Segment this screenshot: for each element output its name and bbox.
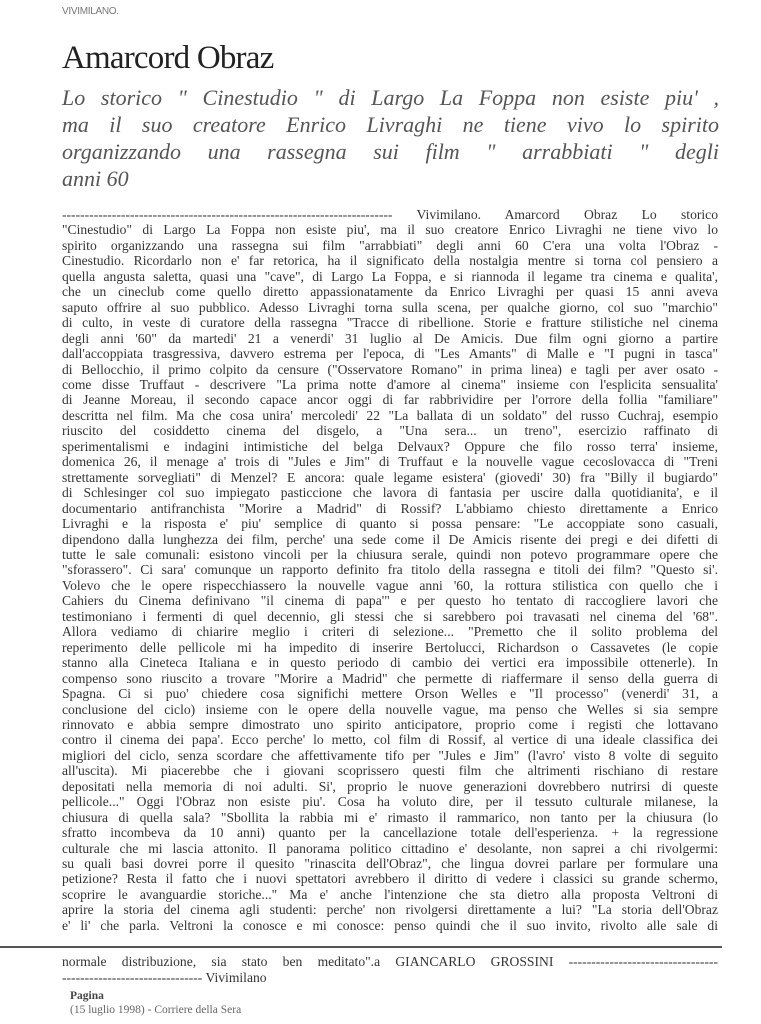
body-line: conclusione del ciclo) insieme con le opere della nouvelle vague, ma penso che Welles si sia sempre [62,701,718,717]
body-line: compenso sono riuscito a trovare "Morire a Madrid" che permette di riaffermare il senso della guerra di [62,670,718,686]
body-line: come disse Truffaut - descrivere "La prima notte d'amore al cinema" insieme con l'esplicita sensualita' [62,376,718,392]
article-subtitle [62,84,719,192]
body-line: Cinestudio. Ricordarlo non e' far retorica, ha il significato della nostalgia mentre si torna col pensiero a [62,253,718,269]
body-line: rinnovato e abbia sempre dimostrato uno spirito anticipatore, proprio come i registi che lottavano [62,716,718,732]
body-line: che un cineclub come quello diretto appassionatamente da Enrico Livraghi per quasi 15 anni aveva [62,284,718,300]
subtitle-line: anni 60 [62,166,129,191]
body-line: strettamente sorvegliati" di Menzel? E ancora: quale legame esistera' (giovedi' 30) fra "Billy il bugiardo" [62,469,718,485]
section-label: VIVIMILANO. [62,6,119,17]
source-date: (15 luglio 1998) - Corriere della Sera [70,1004,242,1016]
body-line: pellicole..." Oggi l'Obraz non esiste piu'. Cosa ha voluto dire, per il tessuto culturale milanese, la [62,794,718,810]
body-line: reperimento delle pellicole mi ha impedito di inserire Bertolucci, Richardson o Cassavetes (le copie [62,639,718,655]
body-line: ------------------------------------------------------------------------- Vivimilano. Amarcord Obraz Lo storico [62,207,718,222]
body-line: all'uscita). Mi piacerebbe che i giovani scoprissero questi film che altrimenti rischiano di restare [62,763,718,779]
body-line: di Jeanne Moreau, il secondo capace ancor oggi di far rabbrividire per l'orrore della follia "familiare" [62,392,718,408]
body-line: stanno alla Cineteca Italiana e in questo periodo di cambio dei vertici era impossibile ottenerle). In [62,655,718,671]
body-line: depositati nella memoria di noi adulti. Si', proprio le nuove generazioni dovrebbero nutrirsi di queste [62,778,718,794]
body-line: riuscito del cosiddetto cinema del disgelo, a "Una sera... un treno", esercizio raffinato di [62,423,718,439]
article-title: Amarcord Obraz [62,40,274,76]
body-line: degli anni '60" da martedi' 21 a venerdi' 31 luglio al De Amicis. Due film ogni giorno a partire [62,330,718,346]
body-line: Volevo che le opere rispecchiassero la nouvelle vague anni '60, la rottura stilistica con quello che i [62,577,718,593]
body-line: chiusura di quella sala? "Sbollita la rabbia mi e' rimasto il rammarico, non tanto per la chiusura (lo [62,809,718,825]
body-line: descritta nel film. Ma che cosa unira' mercoledi' 22 "La ballata di un soldato" del russo Cuchraj, esempio [62,407,718,423]
body-line: Cahiers du Cinema definivano "il cinema di papa'" e per questo ho tentato di raccogliere lavori che [62,593,718,609]
body-line: contro il cinema dei papa'. Ecco perche' lo metto, col film di Rossif, al vertice di una ideale classifica dei [62,732,718,748]
body-line: testimoniano i fermenti di quel decennio, gli stessi che si sarebbero poi travasati nel cinema del '68". [62,608,718,624]
body-line: dall'accoppiata trasgressiva, davvero estrema per l'epoca, di "Les Amants" di Malle e "I pugni in tasca" [62,346,718,362]
body-line: aprire la storia del cinema agli studenti: perche' non rivolgersi direttamente a lui? "La storia dell'Obraz [62,902,718,918]
body-line: Livraghi e la risposta e' piu' semplice di quanto si possa pensare: "Le accoppiate sono casuali, [62,516,718,532]
body-line: "sforassero". Ci sara' comunque un rapporto definito fra titolo della rassegna e titoli dei film? "Questo si'. [62,562,718,578]
body-line: scoprire le avanguardie storiche..." Ma e' anche l'intenzione che sta dietro alla proposta Veltroni di [62,886,718,902]
subtitle-line: organizzando una rassegna sui film " arrabbiati " degli [62,139,719,164]
body-line: sperimentalismi e indagini intimistiche del belga Delvaux? Oppure che filo rosso terra' insieme, [62,438,718,454]
body-line: saputo offrire al suo pubblico. Adesso Livraghi torna sulla scena, per qualche giorno, col suo "marchio" [62,299,718,315]
body-line: "Cinestudio" di Largo La Foppa non esiste piu', ma il suo creatore Enrico Livraghi ne tiene vivo lo [62,222,718,238]
body-line: di Schlesinger col suo impiegato pasticcione che lavora di fantasia per uscire dalla quotidianita', e il [62,485,718,501]
subtitle-line: Lo storico " Cinestudio " di Largo La Foppa non esiste piu' , [62,85,719,110]
tail-line: normale distribuzione, sia stato ben meditato".a GIANCARLO GROSSINI --------------------------------- [62,954,718,969]
body-line: sfratto incombeva da 10 anni) quanto per la cancellazione totale dell'esperienza. + la regressione [62,825,718,841]
body-line: spirito organizzando una rassegna sui film "arrabbiati" degli anni 60 C'era una volta l'Obraz - [62,237,718,253]
body-line: domenica 26, il menage a' trois di "Jules e Jim" di Truffaut e la nouvelle vague cecoslovacca di "Treni [62,454,718,470]
page-label: Pagina [70,990,104,1002]
body-line: petizione? Resta il fatto che i nuovi spettatori avrebbero il diritto di vedere i classici su grande schermo, [62,871,718,887]
subtitle-line: ma il suo creatore Enrico Livraghi ne tiene vivo lo spirito [62,112,719,137]
body-line: Spagna. Ci si puo' chiedere cosa significhi mettere Orson Welles e "Il processo" (venerdi' 31, a [62,686,718,702]
tail-line: ------------------------------- Vivimilano [62,969,267,985]
body-line: di Bellocchio, il primo colpito da censure ("Osservatore Romano" in prima linea) e tagli per aver osato - [62,361,718,377]
body-line: di culto, in veste di curatore della rassegna "Tracce di ribellione. Storie e fratture stilistiche nel cinema [62,315,718,331]
body-line: Allora vediamo di chiarire meglio i criteri di selezione... "Premetto che il solito problema del [62,624,718,640]
body-line: su quali basi dovrei porre il quesito "rinascita dell'Obraz", che lingua dovrei parlare per formulare una [62,856,718,872]
body-line: e' li' che parla. Veltroni la conosce e mi conosce: penso quindi che il suo invito, rivolto alle sale di [62,917,718,933]
body-line: culturale che mi lascia attonito. Il panorama politico cittadino e' desolante, non saprei a chi rivolgermi: [62,840,718,856]
article-tail [62,954,718,985]
body-line: dipendono dalla lunghezza dei film, perche' una sede come il De Amicis risente dei pregi e dei difetti di [62,531,718,547]
article-body [62,207,718,933]
body-line: tutte le sale comunali: esistono vincoli per la chiusura serale, quindi non potevo programmare opere che [62,546,718,562]
body-line: quella angusta saletta, quasi una "cave", di Largo La Foppa, e si riannoda il legame tra cinema e qualita', [62,268,718,284]
divider [0,946,722,948]
body-line: migliori del ciclo, senza scordare che affettivamente tifo per "Jules e Jim" (l'avro' visto 8 volte di seguito [62,747,718,763]
body-line: documentario antifranchista "Morire a Madrid" di Rossif? L'abbiamo chiesto direttamente a Enrico [62,500,718,516]
